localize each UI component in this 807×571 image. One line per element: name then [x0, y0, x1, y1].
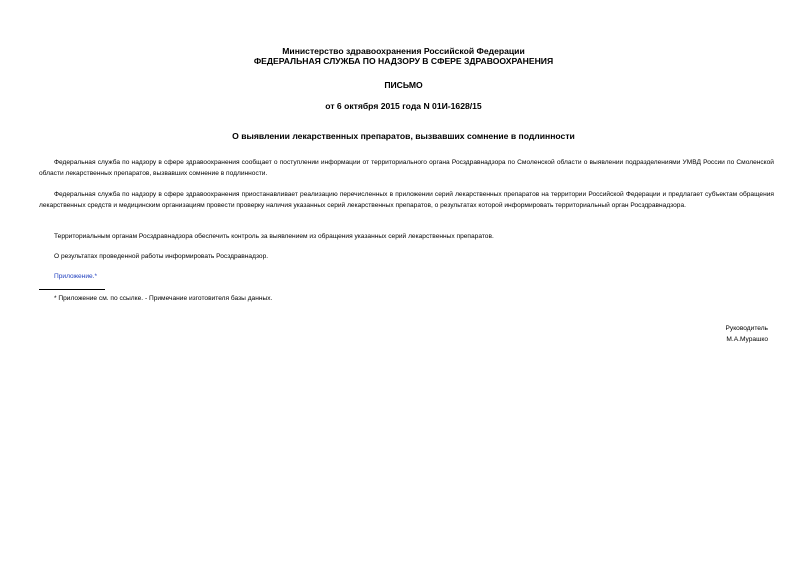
body-paragraph-1: Федеральная служба по надзору в сфере здравоохранения сообщает о поступлении информации от территориального органа Росздравнадзора по Смоленской области о выявлении подразделениями УМВД России по Смоленской области лекарственных препаратов, вызвавших сомнение в подлинности. — [39, 159, 774, 177]
body-paragraph-3: Территориальным органам Росздравнадзора обеспечить контроль за выявлением из обращения указанных серий лекарственных препаратов. — [54, 233, 494, 240]
body-paragraph-4: О результатах проведенной работы информировать Росздравнадзор. — [54, 253, 269, 260]
footnote-divider — [39, 289, 105, 290]
signature-title: Руководитель — [725, 325, 768, 332]
document-date-number: от 6 октября 2015 года N 01И-1628/15 — [325, 101, 482, 111]
ministry-name: Министерство здравоохранения Российской Федерации — [282, 46, 525, 56]
appendix-link[interactable]: Приложение.* — [54, 273, 98, 280]
footnote-text: * Приложение см. по ссылке. - Примечание изготовителя базы данных. — [54, 295, 273, 302]
body-paragraph-2: Федеральная служба по надзору в сфере здравоохранения приостанавливает реализацию перечисленных в приложении серий лекарственных препаратов на территории Российской Федерации и предлагает субъектам обращения лекарственных средств и медицинским организациям провести проверку наличия указанных серий лекарственных препаратов, о результатах которой информировать территориальный орган Росздравнадзора. — [39, 191, 774, 209]
document-type: ПИСЬМО — [384, 80, 423, 90]
service-name: ФЕДЕРАЛЬНАЯ СЛУЖБА ПО НАДЗОРУ В СФЕРЕ ЗДРАВООХРАНЕНИЯ — [253, 56, 554, 66]
signature-block — [726, 324, 768, 345]
signature-name: М.А.Мурашко — [726, 335, 768, 343]
document-subject: О выявлении лекарственных препаратов, вызвавших сомнение в подлинности — [232, 131, 575, 141]
